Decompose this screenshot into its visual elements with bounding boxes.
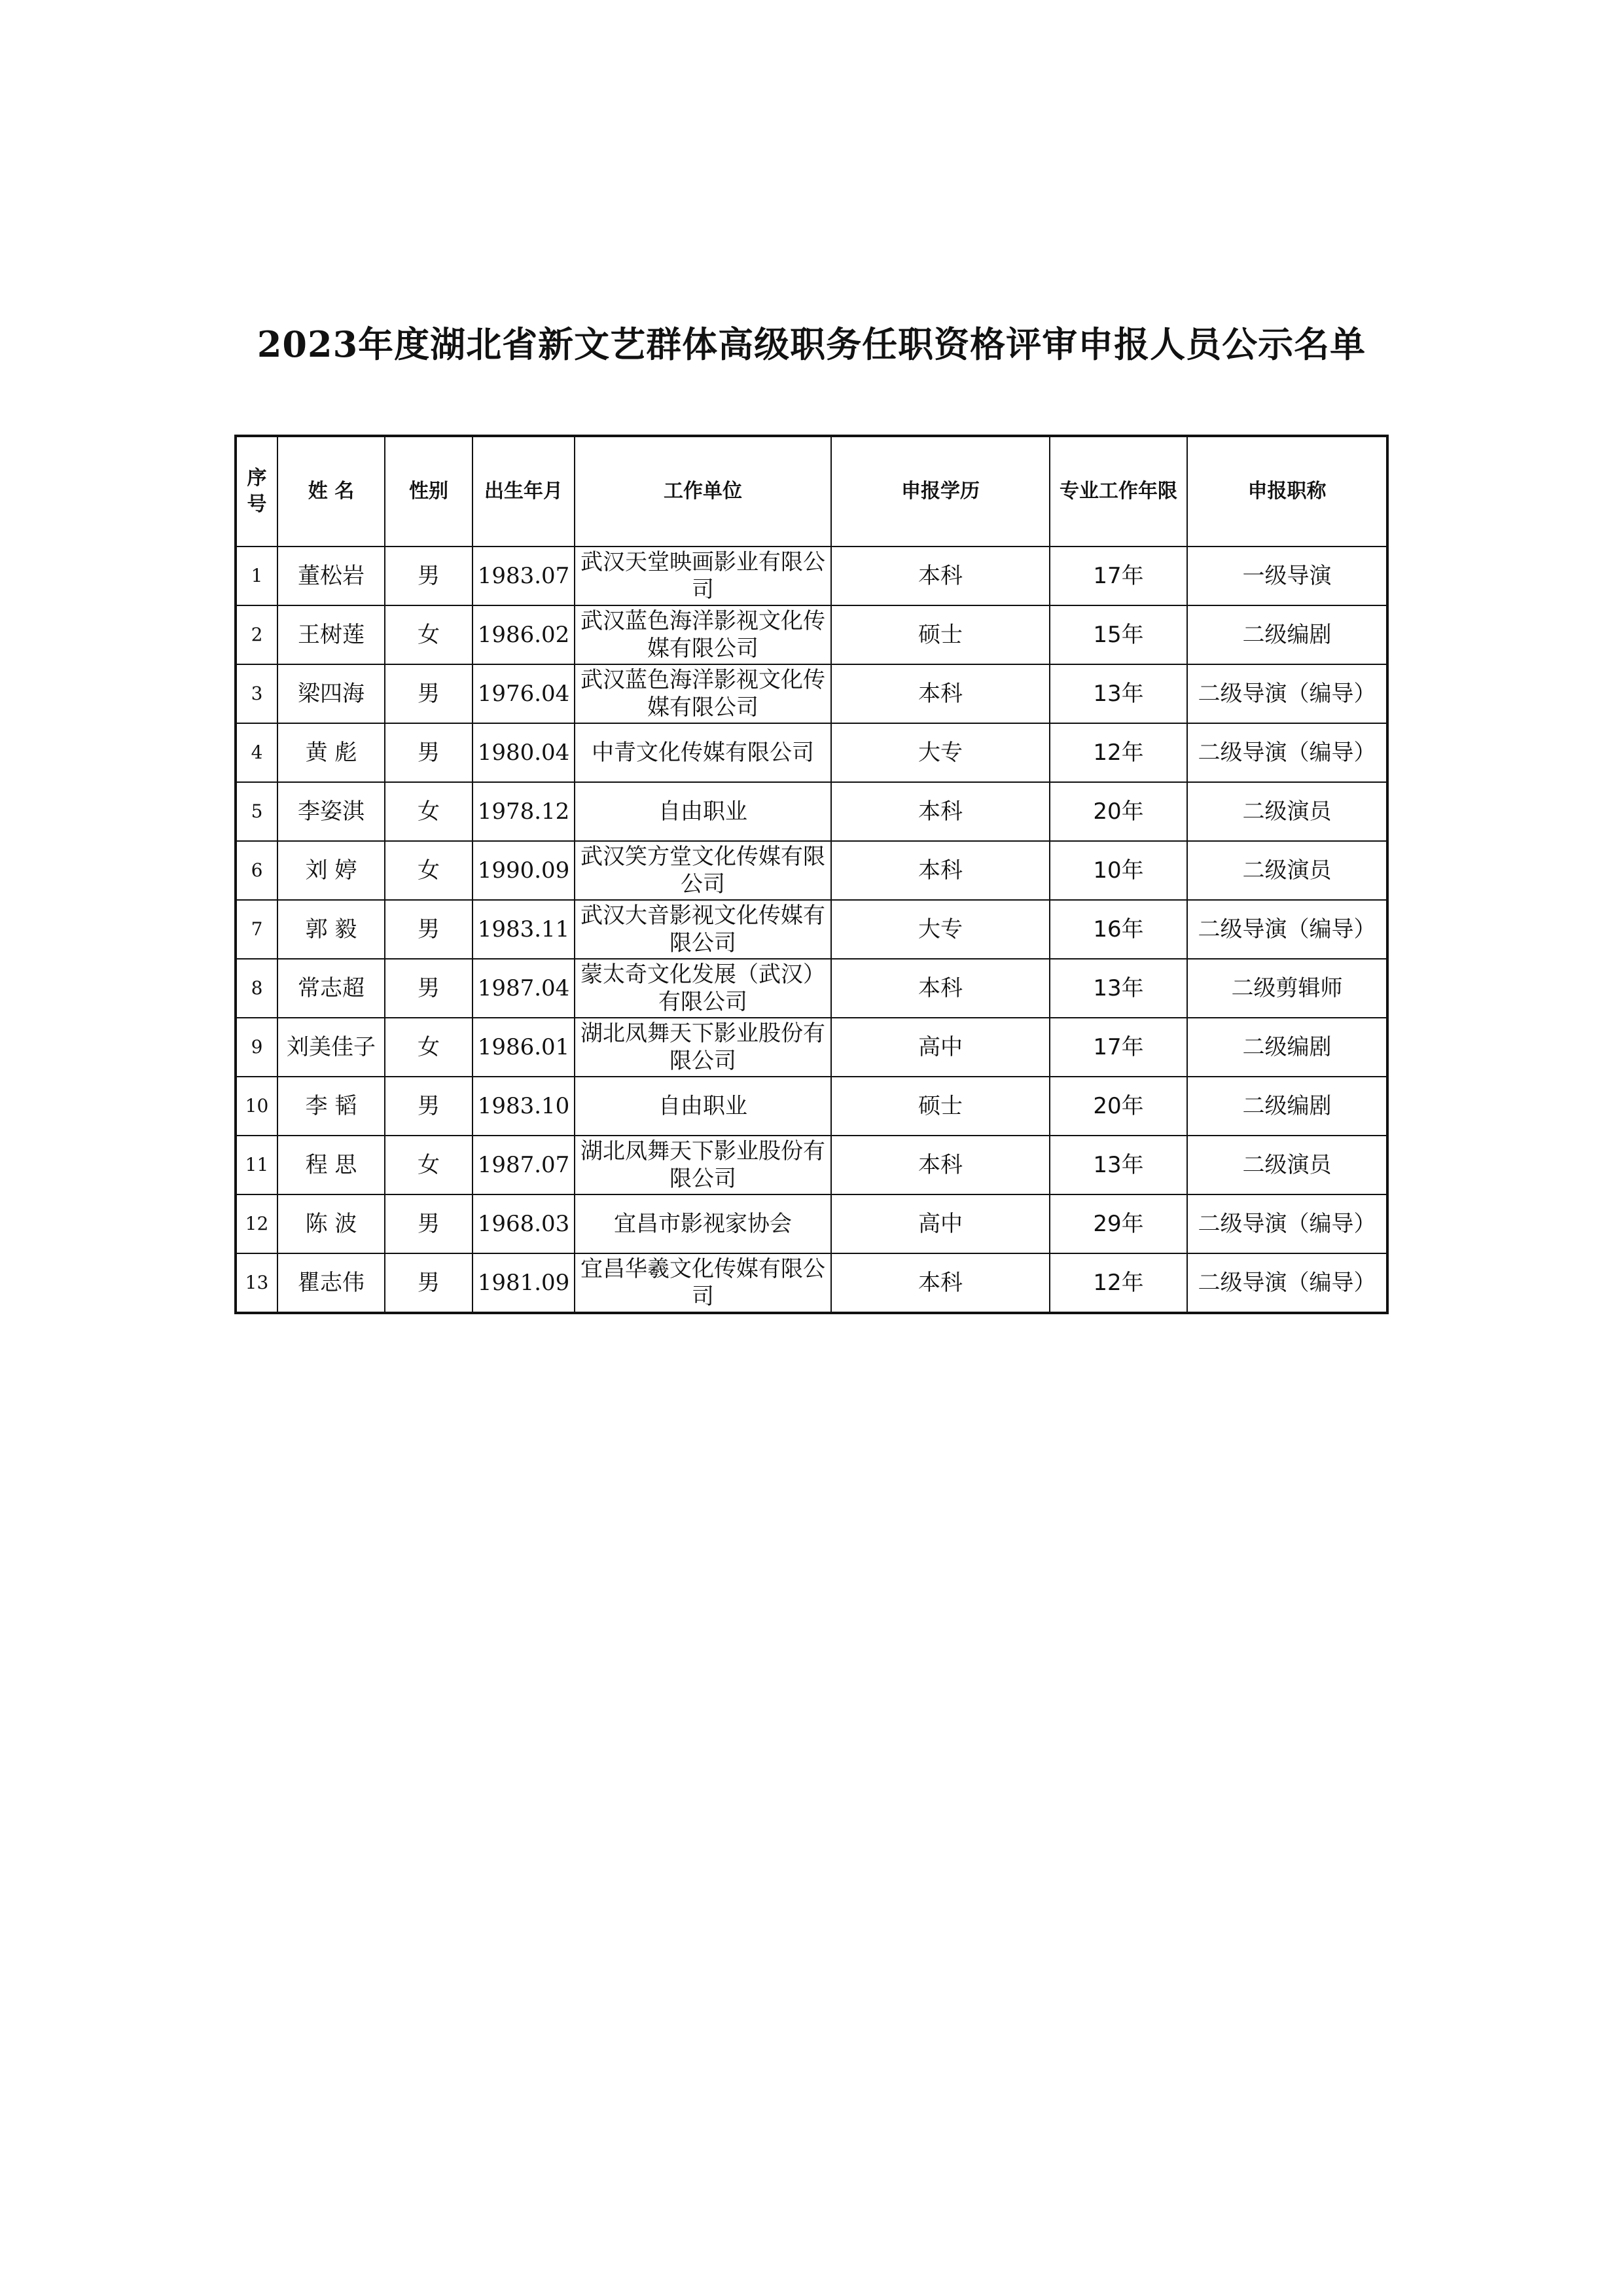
header-title: 申报职称: [1187, 436, 1387, 547]
cell-birth: 1986.02: [473, 605, 575, 664]
cell-employer: 蒙太奇文化发展（武汉）有限公司: [575, 959, 831, 1018]
cell-title: 二级剪辑师: [1187, 959, 1387, 1018]
cell-birth: 1986.01: [473, 1018, 575, 1077]
cell-name: 李姿淇: [277, 782, 385, 841]
table-row: [236, 605, 1387, 664]
cell-employer: 中青文化传媒有限公司: [575, 723, 831, 782]
cell-index: 12: [236, 1194, 277, 1253]
cell-years: 20年: [1050, 1077, 1187, 1136]
cell-gender: 男: [385, 959, 473, 1018]
table-row: [236, 959, 1387, 1018]
cell-education: 大专: [831, 900, 1050, 959]
cell-birth: 1990.09: [473, 841, 575, 900]
document-title: 2023年度湖北省新文艺群体高级职务任职资格评审申报人员公示名单: [257, 323, 1366, 365]
cell-employer: 武汉蓝色海洋影视文化传媒有限公司: [575, 664, 831, 723]
cell-gender: 女: [385, 605, 473, 664]
cell-birth: 1981.09: [473, 1253, 575, 1313]
cell-years: 12年: [1050, 723, 1187, 782]
table-row: [236, 1253, 1387, 1313]
cell-education: 本科: [831, 841, 1050, 900]
header-employer: 工作单位: [575, 436, 831, 547]
cell-name: 郭 毅: [277, 900, 385, 959]
table-row: [236, 1136, 1387, 1194]
table-row: [236, 664, 1387, 723]
cell-title: 一级导演: [1187, 547, 1387, 605]
header-row: [236, 436, 1387, 547]
cell-employer: 宜昌华羲文化传媒有限公司: [575, 1253, 831, 1313]
cell-education: 本科: [831, 664, 1050, 723]
applicant-table: [234, 435, 1389, 1314]
cell-employer: 武汉天堂映画影业有限公司: [575, 547, 831, 605]
cell-index: 1: [236, 547, 277, 605]
cell-birth: 1983.07: [473, 547, 575, 605]
cell-employer: 湖北凤舞天下影业股份有限公司: [575, 1018, 831, 1077]
cell-employer: 武汉笑方堂文化传媒有限公司: [575, 841, 831, 900]
cell-name: 王树莲: [277, 605, 385, 664]
cell-years: 17年: [1050, 547, 1187, 605]
cell-name: 梁四海: [277, 664, 385, 723]
header-index: 序号: [236, 436, 277, 547]
cell-name: 常志超: [277, 959, 385, 1018]
cell-years: 17年: [1050, 1018, 1187, 1077]
table-body: [236, 547, 1387, 1313]
cell-education: 大专: [831, 723, 1050, 782]
cell-index: 10: [236, 1077, 277, 1136]
cell-birth: 1987.07: [473, 1136, 575, 1194]
cell-title: 二级编剧: [1187, 1018, 1387, 1077]
cell-index: 6: [236, 841, 277, 900]
cell-name: 刘美佳子: [277, 1018, 385, 1077]
cell-education: 本科: [831, 547, 1050, 605]
cell-gender: 男: [385, 1253, 473, 1313]
table-header: [236, 436, 1387, 547]
cell-gender: 男: [385, 723, 473, 782]
cell-index: 9: [236, 1018, 277, 1077]
cell-employer: 武汉大音影视文化传媒有限公司: [575, 900, 831, 959]
cell-index: 7: [236, 900, 277, 959]
header-name: 姓 名: [277, 436, 385, 547]
header-birth: 出生年月: [473, 436, 575, 547]
cell-birth: 1983.11: [473, 900, 575, 959]
cell-index: 4: [236, 723, 277, 782]
cell-name: 李 韬: [277, 1077, 385, 1136]
cell-years: 13年: [1050, 959, 1187, 1018]
table-row: [236, 1194, 1387, 1253]
cell-gender: 男: [385, 547, 473, 605]
table-row: [236, 547, 1387, 605]
cell-employer: 自由职业: [575, 1077, 831, 1136]
cell-education: 本科: [831, 1253, 1050, 1313]
cell-education: 硕士: [831, 605, 1050, 664]
cell-education: 本科: [831, 1136, 1050, 1194]
cell-gender: 男: [385, 664, 473, 723]
cell-birth: 1987.04: [473, 959, 575, 1018]
cell-birth: 1983.10: [473, 1077, 575, 1136]
cell-title: 二级演员: [1187, 1136, 1387, 1194]
cell-name: 瞿志伟: [277, 1253, 385, 1313]
cell-education: 高中: [831, 1018, 1050, 1077]
cell-years: 20年: [1050, 782, 1187, 841]
cell-title: 二级导演（编导）: [1187, 900, 1387, 959]
cell-name: 黄 彪: [277, 723, 385, 782]
cell-name: 陈 波: [277, 1194, 385, 1253]
cell-years: 12年: [1050, 1253, 1187, 1313]
table-row: [236, 1018, 1387, 1077]
table-row: [236, 782, 1387, 841]
cell-index: 3: [236, 664, 277, 723]
cell-education: 本科: [831, 959, 1050, 1018]
cell-name: 程 思: [277, 1136, 385, 1194]
header-years: 专业工作年限: [1050, 436, 1187, 547]
cell-name: 董松岩: [277, 547, 385, 605]
cell-title: 二级导演（编导）: [1187, 1253, 1387, 1313]
cell-index: 11: [236, 1136, 277, 1194]
cell-title: 二级导演（编导）: [1187, 664, 1387, 723]
cell-index: 8: [236, 959, 277, 1018]
table-row: [236, 1077, 1387, 1136]
cell-years: 13年: [1050, 1136, 1187, 1194]
table-row: [236, 723, 1387, 782]
cell-title: 二级编剧: [1187, 1077, 1387, 1136]
cell-years: 29年: [1050, 1194, 1187, 1253]
table-row: [236, 900, 1387, 959]
cell-years: 16年: [1050, 900, 1187, 959]
cell-title: 二级演员: [1187, 841, 1387, 900]
cell-index: 2: [236, 605, 277, 664]
cell-title: 二级导演（编导）: [1187, 1194, 1387, 1253]
cell-gender: 男: [385, 1077, 473, 1136]
cell-title: 二级演员: [1187, 782, 1387, 841]
table-row: [236, 841, 1387, 900]
cell-gender: 女: [385, 1136, 473, 1194]
cell-employer: 宜昌市影视家协会: [575, 1194, 831, 1253]
cell-gender: 女: [385, 1018, 473, 1077]
cell-birth: 1980.04: [473, 723, 575, 782]
cell-years: 10年: [1050, 841, 1187, 900]
header-gender: 性别: [385, 436, 473, 547]
cell-gender: 女: [385, 841, 473, 900]
cell-gender: 女: [385, 782, 473, 841]
cell-employer: 湖北凤舞天下影业股份有限公司: [575, 1136, 831, 1194]
header-education: 申报学历: [831, 436, 1050, 547]
cell-title: 二级导演（编导）: [1187, 723, 1387, 782]
cell-education: 硕士: [831, 1077, 1050, 1136]
cell-birth: 1968.03: [473, 1194, 575, 1253]
cell-years: 15年: [1050, 605, 1187, 664]
cell-index: 13: [236, 1253, 277, 1313]
cell-birth: 1976.04: [473, 664, 575, 723]
cell-education: 高中: [831, 1194, 1050, 1253]
cell-gender: 男: [385, 1194, 473, 1253]
cell-employer: 自由职业: [575, 782, 831, 841]
cell-years: 13年: [1050, 664, 1187, 723]
cell-gender: 男: [385, 900, 473, 959]
cell-employer: 武汉蓝色海洋影视文化传媒有限公司: [575, 605, 831, 664]
cell-title: 二级编剧: [1187, 605, 1387, 664]
cell-education: 本科: [831, 782, 1050, 841]
cell-name: 刘 婷: [277, 841, 385, 900]
cell-birth: 1978.12: [473, 782, 575, 841]
cell-index: 5: [236, 782, 277, 841]
